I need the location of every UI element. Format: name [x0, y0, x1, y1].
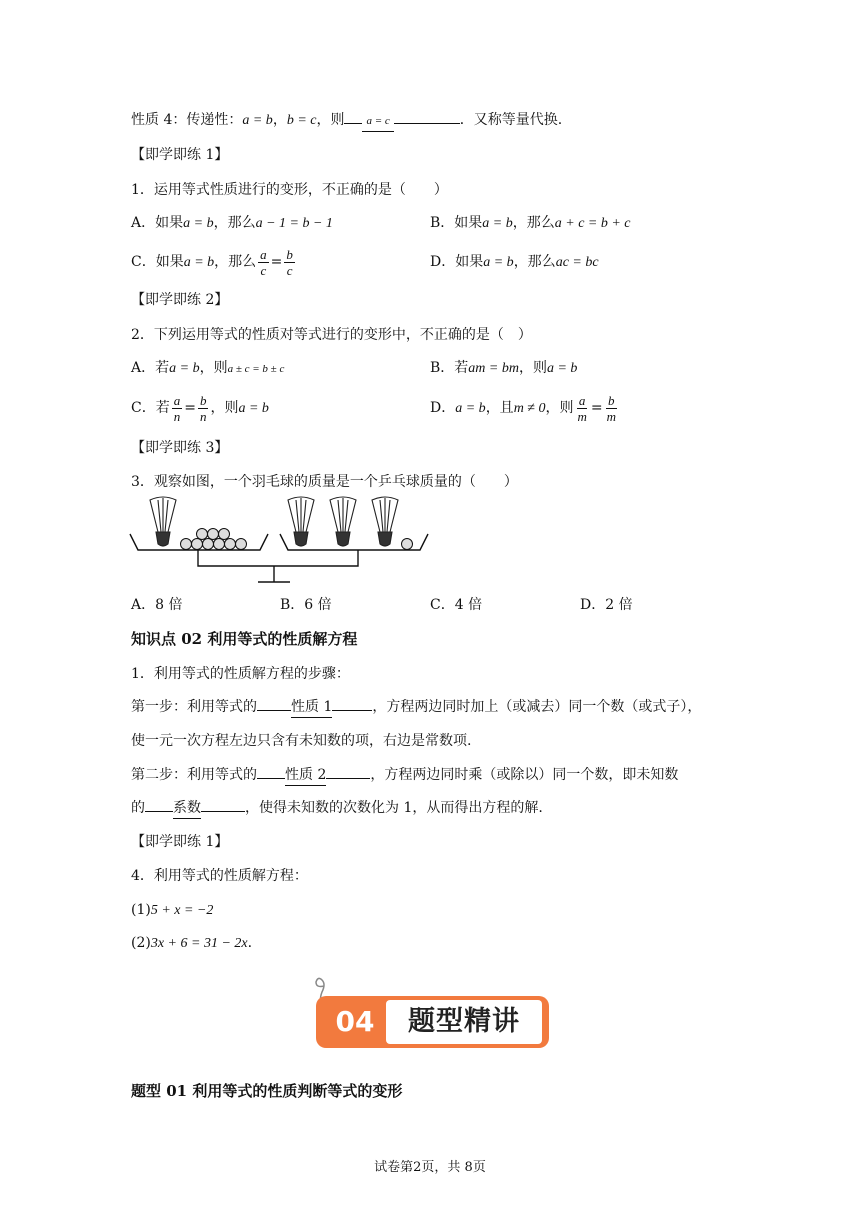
q2-c-fraction-left	[172, 393, 183, 424]
blank	[201, 811, 245, 812]
q4-part-2	[131, 933, 252, 954]
step-2-answer: 性质 2	[285, 765, 326, 786]
q3-option-d: D．2 倍	[580, 597, 633, 613]
q1-a-mid: ，那么	[213, 215, 256, 231]
q1-c-mid: ，那么	[214, 254, 257, 270]
steps-title: 1．利用等式的性质解方程的步骤：	[131, 666, 350, 682]
q2-b-mid: ，则	[518, 360, 547, 376]
ping-pong-ball-icon	[181, 529, 247, 550]
q1-c-fraction-right	[284, 247, 295, 278]
step-1-text-b: ，方程两边同时加上（或减去）同一个数（或式子），	[372, 699, 702, 715]
equals-sign: =	[184, 400, 196, 416]
denominator: n	[173, 408, 181, 424]
denominator: c	[260, 262, 267, 278]
numerator: a	[578, 392, 586, 408]
property-4-suffix: ．又称等量代换.	[459, 112, 563, 128]
q2-option-b	[430, 358, 577, 379]
beam	[198, 550, 358, 566]
question-4-stem: 4．利用等式的性质解方程：	[131, 868, 308, 884]
denominator: c	[286, 262, 293, 278]
q2-c-fraction-right	[198, 393, 209, 424]
q4-part-1-label: (1)	[131, 902, 151, 918]
q2-d-condition: a = b	[455, 401, 486, 416]
property-4-prefix: 性质 4：传递性：	[131, 112, 243, 128]
blank-tail	[394, 123, 460, 124]
q1-a-label: A．如果	[131, 215, 184, 231]
q2-a-label: A．若	[131, 360, 170, 376]
q1-a-condition: a = b	[183, 216, 214, 231]
property-4-line	[131, 110, 562, 132]
q1-option-d	[430, 252, 599, 273]
q1-d-label: D．如果	[430, 254, 484, 270]
step-2-text-c: 的	[131, 800, 145, 816]
step-2-text-a: 第二步：利用等式的	[131, 767, 257, 783]
q1-c-condition: a = b	[183, 255, 215, 270]
step-2-line-1	[131, 765, 678, 786]
numerator: a	[260, 246, 267, 262]
ping-pong-ball-icon	[402, 539, 413, 550]
step-1-line-2: 使一元一次方程左边只含有未知数的项，右边是常数项.	[131, 733, 472, 749]
q1-c-fraction-left	[258, 247, 269, 278]
q1-b-result: a + c = b + c	[554, 216, 631, 231]
balance-scale-figure	[128, 494, 433, 589]
step-2-text-b: ，方程两边同时乘（或除以）同一个数，即未知数	[370, 767, 679, 783]
q2-option-c	[131, 390, 269, 427]
question-2-stem: 2．下列运用等式的性质对等式进行的变形中，不正确的是（ ）	[131, 327, 532, 343]
q2-a-mid: ，则	[199, 360, 228, 376]
page-footer: 试卷第2页，共 8页	[374, 1160, 486, 1175]
q3-option-b: B．6 倍	[280, 597, 332, 613]
step-2-text-d: ，使得未知数的次数化为 1，从而得出方程的解.	[245, 800, 543, 816]
q2-a-condition: a = b	[169, 361, 200, 376]
q2-option-d	[430, 390, 620, 427]
badge-number: 04	[335, 1005, 375, 1038]
badge-text: 题型精讲	[408, 1006, 520, 1037]
q1-b-label: B．如果	[430, 215, 483, 231]
q1-d-result: ac = bc	[555, 255, 599, 270]
numerator: b	[608, 392, 615, 408]
denominator: m	[606, 408, 616, 424]
q1-option-c	[131, 244, 297, 281]
q3-option-a: A．8 倍	[131, 597, 183, 613]
equals-sign: =	[590, 400, 603, 416]
q2-c-mid: ，则	[210, 400, 239, 416]
q1-b-mid: ，那么	[512, 215, 555, 231]
step-2-answer-2: 系数	[173, 798, 201, 819]
section-badge	[316, 990, 549, 1052]
q4-part-1	[131, 900, 213, 921]
step-1-line-1	[131, 697, 701, 718]
equals-sign: =	[270, 254, 283, 270]
numerator: a	[173, 392, 181, 408]
blank	[145, 811, 173, 812]
q2-d-mid: ，且	[485, 400, 514, 416]
step-1-text-a: 第一步：利用等式的	[131, 699, 257, 715]
q2-b-result: a = b	[546, 361, 578, 376]
q1-d-mid: ，那么	[513, 254, 556, 270]
q1-b-condition: a = b	[482, 216, 513, 231]
practice-label-2: 【即学即练 2】	[131, 292, 229, 308]
condition-2: b = c	[286, 113, 317, 128]
q4-part-2-label: (2)	[131, 935, 151, 951]
property-4-answer: a = c	[362, 111, 393, 132]
q4-part-1-equation: 5 + x = −2	[150, 903, 214, 918]
blank	[257, 778, 285, 779]
shuttlecock-icon	[288, 497, 314, 546]
blank	[326, 778, 370, 779]
condition-1: a = b	[242, 113, 273, 128]
q4-part-2-equation: 3x + 6 = 31 − 2x	[150, 936, 248, 951]
q1-option-b	[430, 213, 631, 234]
q1-d-condition: a = b	[483, 255, 514, 270]
q2-c-result: a = b	[238, 401, 269, 416]
question-1-stem: 1．运用等式性质进行的变形，不正确的是（ ）	[131, 182, 448, 198]
step-2-line-2	[131, 798, 543, 819]
q2-d-fraction-left	[575, 393, 588, 424]
q1-option-a	[131, 213, 333, 234]
q2-b-label: B．若	[430, 360, 469, 376]
q2-a-result: a ± c = b ± c	[227, 363, 285, 375]
then-word: ，则	[316, 112, 345, 128]
q1-a-result: a − 1 = b − 1	[255, 216, 333, 231]
shuttlecock-icon	[150, 497, 176, 546]
blank	[332, 710, 372, 711]
practice-label-4: 【即学即练 1】	[131, 834, 229, 850]
q2-d-condition-2: m ≠ 0	[513, 401, 546, 416]
q2-d-label: D．	[430, 400, 456, 416]
q1-c-label: C．如果	[131, 254, 184, 270]
q2-c-label: C．若	[131, 400, 170, 416]
shuttlecock-icon	[372, 497, 398, 546]
practice-label-1: 【即学即练 1】	[131, 147, 229, 163]
section-2-title: 知识点 02 利用等式的性质解方程	[131, 630, 358, 648]
denominator: m	[577, 408, 587, 424]
practice-label-3: 【即学即练 3】	[131, 440, 229, 456]
section-3-title: 题型 01 利用等式的性质判断等式的变形	[131, 1082, 403, 1100]
q2-d-fraction-right	[605, 393, 618, 424]
q2-option-a	[131, 358, 284, 379]
q2-b-condition: am = bm	[468, 361, 519, 376]
numerator: b	[286, 246, 293, 262]
numerator: b	[199, 392, 207, 408]
period: .	[247, 935, 253, 951]
step-1-answer: 性质 1	[291, 697, 332, 718]
shuttlecock-icon	[330, 497, 356, 546]
q3-option-c: C．4 倍	[430, 597, 483, 613]
denominator: n	[199, 408, 207, 424]
blank	[257, 710, 291, 711]
separator: ，	[272, 112, 287, 128]
question-3-stem: 3．观察如图，一个羽毛球的质量是一个乒乓球质量的（ ）	[131, 474, 518, 490]
blank-lead	[344, 123, 362, 124]
q2-d-then: ，则	[545, 400, 574, 416]
